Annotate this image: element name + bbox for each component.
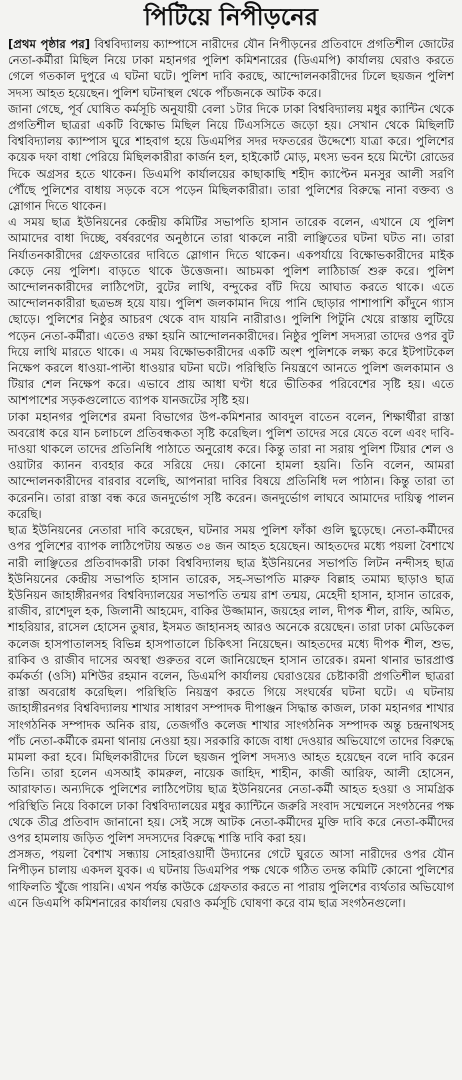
article-paragraph-2: জানা গেছে, পূর্ব ঘোষিত কর্মসূচি অনুযায়ী বেলা ১টার দিকে ঢাকা বিশ্ববিদ্যালয় মধুর ক্যান্টিন থেকে প্রগতিশীল ছাত্ররা একটি বিক্ষোভ মিছিল নিয়ে টিএসসিতে জড়ো হয়। সেখান থেকে মিছিলটি বিশ্ববিদ্যালয় ক্যাম্পাস ঘুরে শাহবাগ হয়ে ডিএমপির সদর দফতরের উদ্দেশ্যে যাত্রা করে। পুলিশের কয়েক দফা বাধা পেরিয়ে মিছিলকারীরা কার্জন হল, হাইকোর্ট মোড়, মৎস্য ভবন হয়ে মিন্টো রোডের দিকে অগ্রসর হতে থাকেন। ডিএমপি কার্যালয়ের কাছাকাছি শহীদ ক্যাপ্টেন মনসুর আলী সরণি পৌঁছে পুলিশের বাধায় সড়কে বসে পড়েন মিছিলকারীরা। তারা পুলিশের বিরুদ্ধে নানা বক্তব্য ও স্লোগান দিতে থাকেন। (8, 101, 454, 214)
article-paragraph-3: এ সময় ছাত্র ইউনিয়নের কেন্দ্রীয় কমিটির সভাপতি হাসান তারেক বলেন, এখানে যে পুলিশ আমাদের বাধা দিচ্ছে, বর্ষবরণের অনুষ্ঠানে তারা থাকলে নারী লাঞ্ছিতের ঘটনা ঘটত না। তারা নির্যাতনকারীদের গ্রেফতারের দাবিতে স্লোগান দিতে থাকেন। একপর্যায়ে বিক্ষোভকারীদের মাইক কেড়ে নেয় পুলিশ। বাড়তে থাকে উত্তেজনা। আচমকা পুলিশ লাঠিচার্জ শুরু করে। পুলিশ আন্দোলনকারীদের লাঠিপেটা, বুটের লাথি, বন্দুকের বাঁট দিয়ে আঘাত করতে থাকে। এতে আন্দোলনকারীরা ছত্রভঙ্গ হয়ে যায়। পুলিশ জলকামান দিয়ে পানি ছোড়ার পাশাপাশি কাঁদুনে গ্যাস ছোড়ে। পুলিশের নিষ্ঠুর আচরণ থেকে বাদ যায়নি নারীরাও। পুলিশি পিটুনি খেয়ে রাস্তায় লুটিয়ে পড়েন নেতা-কর্মীরা। এতেও রক্ষা হয়নি আন্দোলনকারীদের। নিষ্ঠুর পুলিশ সদস্যরা তাদের ওপর বুট দিয়ে লাথি মারতে থাকে। এ সময় বিক্ষোভকারীদের একটি অংশ পুলিশকে লক্ষ্য করে ইটপাটকেল নিক্ষেপ করলে ধাওয়া-পাল্টা ধাওয়ার ঘটনা ঘটে। পরিস্থিতি নিয়ন্ত্রণে আনতে পুলিশ জলকামান ও টিয়ার শেল নিক্ষেপ করে। এভাবে প্রায় আধা ঘণ্টা ধরে ভীতিকর পরিবেশের সৃষ্টি হয়। এতে আশপাশের সড়কগুলোতে ব্যাপক যানজটের সৃষ্টি হয়। (8, 215, 454, 408)
article-body (0, 36, 462, 911)
article-paragraph-1 (8, 36, 454, 101)
headline: পিটিয়ে নিপীড়নের (144, 3, 318, 31)
article-paragraph-4: ঢাকা মহানগর পুলিশের রমনা বিভাগের উপ-কমিশনার আবদুল বাতেন বলেন, শিক্ষার্থীরা রাস্তা অবরোধ করে যান চলাচলে প্রতিবন্ধকতা সৃষ্টি করেছিল। পুলিশ তাদের সরে যেতে বলে এবং দাবি-দাওয়া থাকলে তাদের প্রতিনিধি পাঠাতে অনুরোধ করে। কিন্তু তারা না সরায় পুলিশ টিয়ার শেল ও ওয়াটার ক্যানন ব্যবহার করে সরিয়ে দেয়। কোনো হামলা হয়নি। তিনি বলেন, আমরা আন্দোলনকারীদের বারবার বলেছি, আপনারা দাবির বিষয়ে প্রতিনিধি দল পাঠান। কিন্তু তারা তা করেননি। তারা রাস্তা বন্ধ করে জনদুর্ভোগ সৃষ্টি করেন। জনদুর্ভোগ লাঘবে আমাদের দায়িত্ব পালন করেছি। (8, 409, 454, 521)
continuation-tag: [প্রথম পৃষ্ঠার পর] (8, 37, 91, 51)
article-paragraph-6: প্রসঙ্গত, পয়লা বৈশাখ সন্ধ্যায় সোহরাওয়ার্দী উদ্যানের গেটে ঘুরতে আসা নারীদের ওপর যৌন নিপীড়ন চালায় একদল যুবক। এ ঘটনায় ডিএমপির পক্ষ থেকে গঠিত তদন্ত কমিটি কোনো পুলিশের গাফিলতি খুঁজে পায়নি। এখন পর্যন্ত কাউকে গ্রেফতার করতে না পারায় পুলিশের ব্যর্থতার অভিযোগ এনে ডিএমপি কমিশনারের কার্যালয় ঘেরাও কর্মসূচি ঘোষণা করে বাম ছাত্র সংগঠনগুলো। (8, 847, 454, 910)
article-paragraph-5: ছাত্র ইউনিয়নের নেতারা দাবি করেছেন, ঘটনার সময় পুলিশ ফাঁকা গুলি ছুড়েছে। নেতা-কর্মীদের ওপর পুলিশের ব্যাপক লাঠিপেটায় অন্তত ৩৪ জন আহত হয়েছেন। আহতদের মধ্যে পয়লা বৈশাখে নারী লাঞ্ছিতের প্রতিবাদকারী ঢাকা বিশ্ববিদ্যালয় ছাত্র ইউনিয়নের সভাপতি লিটন নন্দীসহ ছাত্র ইউনিয়নের কেন্দ্রীয় সভাপতি হাসান তারেক, সহ-সভাপতি মারুফ বিল্লাহ তমাম্য ছাড়াও ছাত্র ইউনিয়ন জাহাঙ্গীরনগর বিশ্ববিদ্যালয়ের সভাপতি তন্ময় রাশ তন্ময়, মেহেদী হাসান, হাসান তারেক, রাজীব, রাশেদুল হক, জিলানী আহমেদ, বাকির উজ্জামান, জয়হের লাল, দীপক শীল, রাফি, অমিত, শাহরিয়ার, রাসেল হোসেন তুষার, ইসমত জাহানসহ আরও অনেকে রয়েছেন। তারা ঢাকা মেডিকেল কলেজ হাসপাতালসহ বিভিন্ন হাসপাতালে চিকিৎসা নিয়েছেন। আহতদের মধ্যে দীপক শীল, শুভ, রাকিব ও রাজীব দাসের অবস্থা গুরুতর বলে জানিয়েছেন হাসান তারেক। রমনা থানার ভারপ্রাপ্ত কর্মকর্তা (ওসি) মশিউর রহমান বলেন, ডিএমপি কার্যালয় ঘেরাওয়ের চেষ্টাকারী প্রগতিশীল ছাত্ররা রাস্তা অবরোধ করেছিল। পরিস্থিতি নিয়ন্ত্রণ করতে গিয়ে সংঘর্ষের ঘটনা ঘটে। এ ঘটনায় জাহাঙ্গীরনগর বিশ্ববিদ্যালয় শাখার সাধারণ সম্পাদক দীপাঞ্জন সিদ্ধান্ত কাজল, ঢাকা মহানগর শাখার সাংগঠনিক সম্পাদক অনিক রায়, তেজগাঁও কলেজ শাখার সাংগঠনিক সম্পাদক অন্তু চন্দ্রনাথসহ পাঁচ নেতা-কর্মীকে রমনা থানায় নেওয়া হয়। সরকারি কাজে বাধা দেওয়ার অভিযোগে তাদের বিরুদ্ধে মামলা করা হবে। মিছিলকারীদের ঢিলে ছয়জন পুলিশ সদস্যও আহত হয়েছেন বলে দাবি করেন তিনি। তারা হলেন এসআই কামরুল, নায়েক জাহিদ, শাহীন, কাজী আরিফ, আলী হোসেন, আরাফাত। অন্যদিকে পুলিশের লাঠিপেটায় ছাত্র ইউনিয়নের নেতা-কর্মী আহত হওয়া ও সামগ্রিক পরিস্থিতি নিয়ে বিকালে ঢাকা বিশ্ববিদ্যালয়ের মধুর ক্যান্টিনে জরুরি সংবাদ সম্মেলনে সংগঠনের পক্ষ থেকে তীব্র প্রতিবাদ জানানো হয়। সেই সঙ্গে আটক নেতা-কর্মীদের মুক্তি দাবি করে নেতা-কর্মীদের ওপর হামলায় জড়িত পুলিশ সদস্যদের বিরুদ্ধে শাস্তি দাবি করা হয়। (8, 523, 454, 845)
paragraph-text: বিশ্ববিদ্যালয় ক্যাম্পাসে নারীদের যৌন নিপীড়নের প্রতিবাদে প্রগতিশীল জোটের নেতা-কর্মীরা মিছিল নিয়ে ঢাকা মহানগর পুলিশ কমিশনারের (ডিএমপি) কার্যালয় ঘেরাও করতে গেলে গতকাল দুপুরে এ ঘটনা ঘটে। পুলিশ দাবি করছে, আন্দোলনকারীদের ঢিলে ছয়জন পুলিশ সদস্য আহত হয়েছেন। পুলিশ ঘটনাস্থল থেকে পাঁচজনকে আটক করে। (8, 37, 454, 100)
